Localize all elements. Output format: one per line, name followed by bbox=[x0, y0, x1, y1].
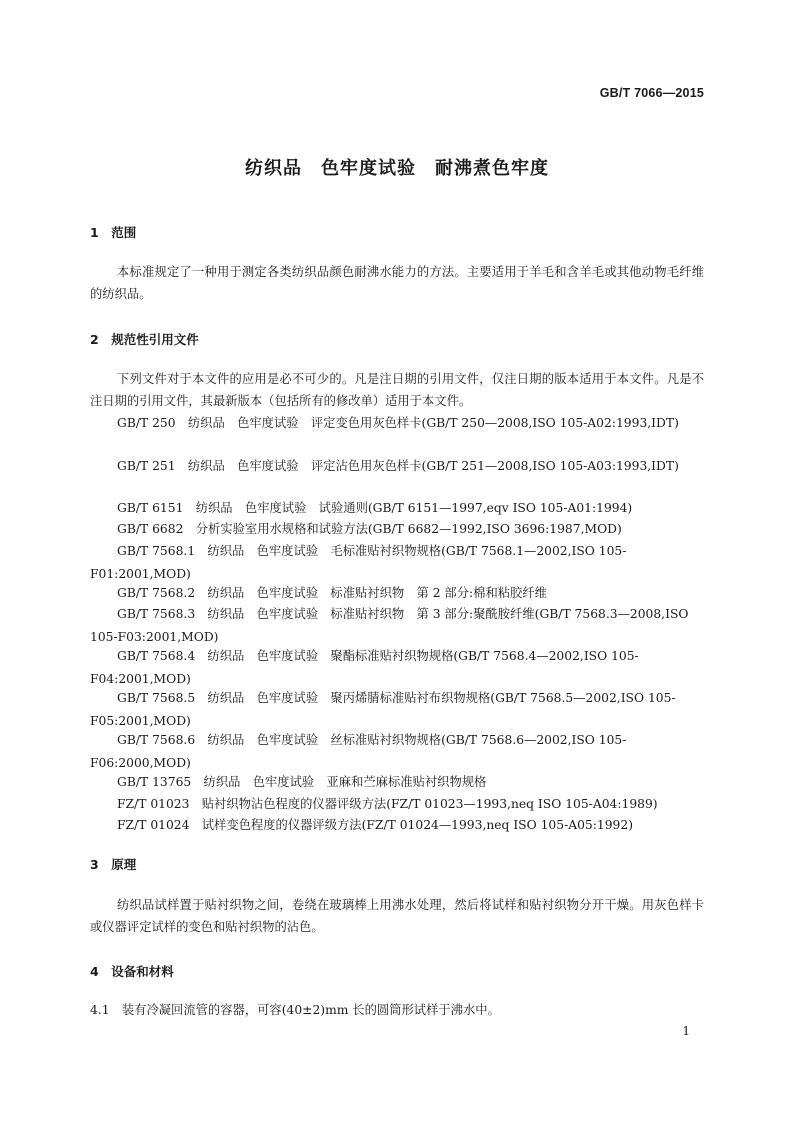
reference-item: GB/T 7568.1 纺织品 色牢度试验 毛标准贴衬织物规格(GB/T 7568.1—2002,ISO 105-F01:2001,MOD) bbox=[90, 544, 627, 581]
reference-item: GB/T 7568.5 纺织品 色牢度试验 聚丙烯腈标准贴衬布织物规格(GB/T 7568.5—2002,ISO 105-F05:2001,MOD) bbox=[90, 691, 676, 728]
reference-item: GB/T 7568.3 纺织品 色牢度试验 标准贴衬织物 第 3 部分:聚酰胺纤维(GB/T 7568.3—2008,ISO 105-F03:2001,MOD) bbox=[90, 607, 693, 644]
reference-item: GB/T 7568.2 纺织品 色牢度试验 标准贴衬织物 第 2 部分:棉和粘胶纤维 bbox=[117, 586, 547, 600]
reference-item: GB/T 6682 分析实验室用水规格和试验方法(GB/T 6682—1992,ISO 3696:1987,MOD) bbox=[117, 522, 622, 536]
reference-item: GB/T 250 纺织品 色牢度试验 评定变色用灰色样卡(GB/T 250—2008,ISO 105-A02:1993,IDT) bbox=[117, 416, 679, 430]
reference-item: GB/T 13765 纺织品 色牢度试验 亚麻和苎麻标准贴衬织物规格 bbox=[117, 775, 487, 789]
section-heading-scope: 1 范围 bbox=[90, 225, 137, 240]
principle-paragraph: 纺织品试样置于贴衬织物之间，卷绕在玻璃棒上用沸水处理，然后将试样和贴衬织物分开干燥。用灰色样卡或仪器评定试样的变色和贴衬织物的沾色。 bbox=[90, 898, 704, 934]
document-title: 纺织品 色牢度试验 耐沸煮色牢度 bbox=[245, 158, 549, 179]
clause-4-1: 4.1 装有冷凝回流管的容器，可容(40±2)mm 长的圆筒形试样于沸水中。 bbox=[90, 1003, 500, 1017]
reference-item: GB/T 7568.4 纺织品 色牢度试验 聚酯标准贴衬织物规格(GB/T 7568.4—2002,ISO 105-F04:2001,MOD) bbox=[90, 649, 639, 686]
standard-number: GB/T 7066—2015 bbox=[599, 86, 704, 100]
reference-item: GB/T 6151 纺织品 色牢度试验 试验通则(GB/T 6151—1997,eqv ISO 105-A01:1994) bbox=[117, 501, 633, 515]
reference-item: GB/T 7568.6 纺织品 色牢度试验 丝标准贴衬织物规格(GB/T 7568.6—2002,ISO 105-F06:2000,MOD) bbox=[90, 733, 627, 770]
normative-intro-paragraph: 下列文件对于本文件的应用是必不可少的。凡是注日期的引用文件，仅注日期的版本适用于本文件。凡是不注日期的引用文件，其最新版本（包括所有的修改单）适用于本文件。 bbox=[90, 372, 704, 408]
section-heading-equipment: 4 设备和材料 bbox=[90, 964, 174, 979]
section-heading-principle: 3 原理 bbox=[90, 857, 137, 872]
section-heading-normative-references: 2 规范性引用文件 bbox=[90, 332, 199, 347]
reference-item: GB/T 251 纺织品 色牢度试验 评定沾色用灰色样卡(GB/T 251—2008,ISO 105-A03:1993,IDT) bbox=[117, 459, 679, 473]
page-number: 1 bbox=[682, 1024, 690, 1038]
reference-item: FZ/T 01024 试样变色程度的仪器评级方法(FZ/T 01024—1993,neq ISO 105-A05:1992) bbox=[117, 818, 633, 832]
scope-paragraph: 本标准规定了一种用于测定各类纺织品颜色耐沸水能力的方法。主要适用于羊毛和含羊毛或其他动物毛纤维的纺织品。 bbox=[90, 265, 704, 301]
reference-item: FZ/T 01023 贴衬织物沾色程度的仪器评级方法(FZ/T 01023—1993,neq ISO 105-A04:1989) bbox=[117, 797, 658, 811]
